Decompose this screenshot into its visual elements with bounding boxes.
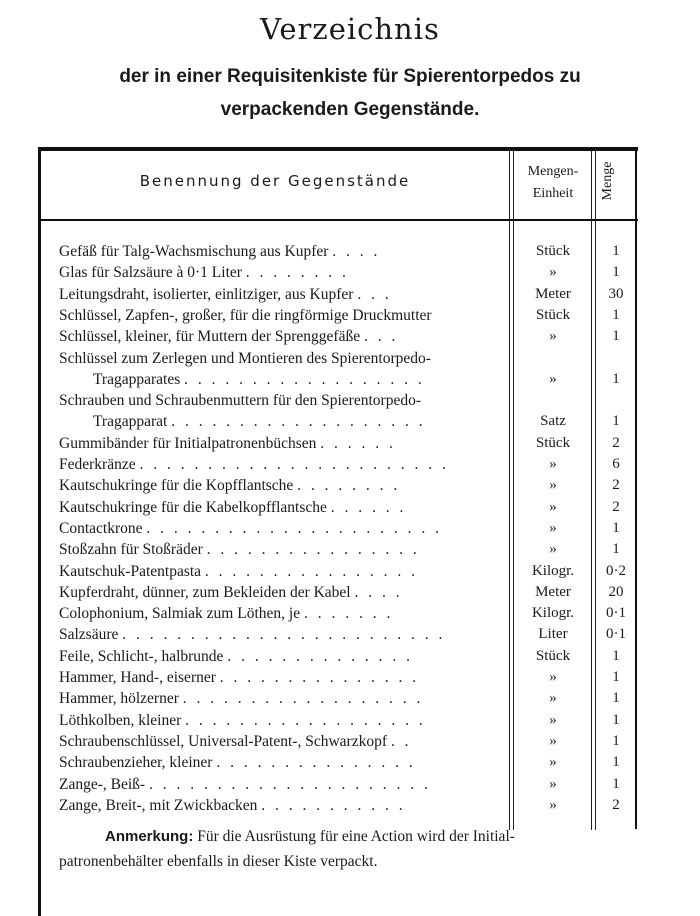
item-name-text: Feile, Schlicht-, halbrunde: [59, 647, 224, 665]
item-quantity: 2: [612, 796, 620, 813]
table-row: [0, 305, 700, 326]
item-name-text: Tragapparates: [93, 370, 181, 388]
item-unit: »: [549, 477, 557, 494]
table-row: [0, 497, 700, 518]
table-row: [0, 646, 700, 667]
item-unit: Stück: [535, 647, 571, 664]
leader-dots: . . . . . . . . . . . . . . .: [216, 754, 416, 772]
leader-dots: . . . . . . . . . . . . . . . . . . . . . . . .: [122, 626, 446, 644]
item-unit: »: [549, 328, 557, 345]
item-quantity: 1: [612, 754, 620, 771]
table-row: [0, 241, 700, 262]
annotation-label: Anmerkung:: [105, 828, 194, 845]
annotation-note: [59, 824, 629, 874]
item-quantity: 0·2: [606, 562, 626, 579]
leader-dots: . . . . . . . . . . .: [261, 796, 406, 814]
annotation-line-1: [59, 824, 629, 849]
table-row: [0, 539, 700, 560]
item-name: [59, 795, 503, 816]
item-unit: »: [549, 669, 557, 685]
item-name-text: Tragapparat: [93, 413, 168, 431]
item-name: [59, 390, 503, 411]
item-unit: Kilogr.: [531, 605, 575, 622]
item-quantity: 1: [612, 306, 620, 323]
table-row: [0, 284, 700, 305]
item-name-text: Gefäß für Talg-Wachsmischung aus Kupfer: [59, 243, 329, 260]
table-row: [0, 603, 700, 624]
item-quantity: 1: [612, 519, 620, 536]
item-quantity: 0·1: [606, 626, 626, 643]
item-unit: »: [549, 498, 557, 515]
leader-dots: . . . . . . . . . . . . . . . .: [206, 541, 420, 559]
table-row: [0, 624, 700, 645]
leader-dots: . . . . . . . . . . . . . . . . . . . . . .: [146, 519, 443, 537]
table-row: [0, 752, 700, 773]
item-name: [59, 667, 503, 688]
leader-dots: . . .: [363, 328, 399, 346]
column-header-unit-line-2: Einheit: [532, 186, 574, 201]
item-name: [59, 646, 503, 667]
item-unit: Stück: [535, 306, 571, 323]
item-name: [59, 603, 503, 624]
item-quantity: 1: [612, 243, 620, 259]
leader-dots: . . . . . . . . . . . . . . .: [219, 669, 420, 686]
item-name-text: Contactkrone: [59, 519, 143, 537]
table-row: [0, 667, 700, 688]
item-name-text: Schlüssel zum Zerlegen und Montieren des Spierentorpedo-: [59, 349, 431, 367]
item-quantity: 1: [612, 669, 620, 685]
item-quantity: 1: [612, 732, 620, 749]
page-title: Verzeichnis: [260, 12, 440, 46]
item-unit: Satz: [540, 413, 566, 430]
item-quantity: 1: [612, 328, 620, 345]
item-unit: Meter: [535, 285, 571, 302]
table-row: [0, 326, 700, 347]
item-name-text: Schraubenzieher, kleiner: [59, 754, 213, 772]
item-name: [59, 518, 503, 539]
item-name-text: Schraubenschlüssel, Universal-Patent-, Schwarzkopf: [59, 732, 387, 750]
item-unit: »: [549, 519, 557, 536]
table-header-rule: [38, 219, 638, 221]
item-name-text: Hammer, hölzerner: [59, 690, 179, 708]
annotation-line-2: patronenbehälter ebenfalls in dieser Kiste verpackt.: [59, 853, 378, 870]
item-name: [59, 475, 503, 496]
item-name: [59, 752, 503, 773]
item-unit: »: [549, 690, 557, 707]
item-name-text: Schlüssel, Zapfen-, großer, für die ringförmige Druckmutter: [59, 306, 432, 324]
table-top-rule: [38, 147, 638, 151]
item-unit: Meter: [535, 583, 571, 600]
item-quantity: 0·1: [606, 605, 626, 622]
leader-dots: . . . . . . . . . . . . . .: [227, 647, 413, 665]
item-name: [59, 582, 503, 603]
item-unit: »: [549, 732, 557, 749]
leader-dots: . . . . . .: [320, 434, 396, 452]
item-name-text: Leitungsdraht, isolierter, einlitziger, aus Kupfer: [59, 285, 354, 303]
item-name: [59, 305, 503, 326]
item-unit: Liter: [538, 626, 568, 643]
leader-dots: . . . .: [332, 243, 381, 260]
item-name: [59, 710, 503, 731]
item-name: [59, 688, 503, 709]
item-name: [59, 284, 503, 305]
leader-dots: . . . . . . . . . . . . . . . .: [204, 562, 419, 580]
leader-dots: . .: [390, 732, 412, 750]
table-row: [0, 518, 700, 539]
item-name-text: Colophonium, Salmiak zum Löthen, je: [59, 605, 301, 623]
item-unit: Kilogr.: [531, 562, 575, 579]
item-name: [59, 624, 503, 645]
item-name: [59, 241, 503, 262]
table-row: [0, 475, 700, 496]
table-row: [0, 731, 700, 752]
table-row: [0, 582, 700, 603]
subtitle-line-2: verpackenden Gegenstände.: [220, 99, 480, 120]
table-row: [0, 688, 700, 709]
item-quantity: 6: [612, 456, 620, 472]
item-name-text: Stoßzahn für Stoßräder: [59, 541, 203, 559]
item-quantity: 1: [612, 370, 620, 387]
item-unit: »: [549, 775, 557, 792]
item-name: [93, 411, 503, 432]
item-name-text: Kupferdraht, dünner, zum Bekleiden der Kabel: [59, 583, 351, 601]
item-name: [59, 326, 503, 347]
leader-dots: . . . . . . . . . . . . . . . . . .: [185, 711, 426, 729]
item-name-text: Schlüssel, kleiner, für Muttern der Sprenggefäße: [59, 328, 361, 346]
leader-dots: . . . . . . . . . . . . . . . . . . . . .: [148, 775, 431, 793]
item-quantity: 2: [612, 498, 620, 515]
item-name-text: Schrauben und Schraubenmuttern für den Spierentorpedo-: [59, 392, 421, 410]
table-row: [0, 348, 700, 369]
item-unit: »: [549, 264, 557, 281]
item-quantity: 1: [612, 413, 620, 430]
item-name: [59, 539, 503, 560]
item-unit: »: [549, 711, 557, 728]
column-header-unit: [513, 161, 593, 205]
table-row: [0, 262, 700, 283]
item-unit: »: [549, 796, 557, 813]
item-name: [59, 561, 503, 582]
leader-dots: . . . . . . . .: [245, 264, 349, 282]
item-name-text: Löthkolben, kleiner: [59, 711, 182, 729]
item-quantity: 2: [612, 477, 620, 494]
table-row: [0, 454, 700, 475]
item-name: [59, 774, 503, 795]
leader-dots: . . . .: [354, 583, 403, 601]
item-quantity: 30: [608, 285, 624, 302]
item-name: [59, 348, 503, 369]
leader-dots: . . . . . .: [330, 498, 407, 516]
item-quantity: 1: [612, 711, 620, 728]
item-name-text: Glas für Salzsäure à 0·1 Liter: [59, 264, 242, 282]
item-unit: Stück: [535, 434, 571, 451]
item-unit: »: [549, 456, 557, 472]
table-row: [0, 795, 700, 816]
leader-dots: . . . . . . . . . . . . . . . . . . . . . . .: [139, 456, 449, 473]
column-header-unit-line-1: Mengen-: [527, 164, 579, 179]
item-name: [59, 454, 503, 475]
item-name-text: Hammer, Hand-, eiserner: [59, 669, 216, 686]
table-row: [0, 774, 700, 795]
item-name-text: Kautschuk-Patentpasta: [59, 562, 202, 580]
item-quantity: 1: [612, 690, 620, 707]
item-name-text: Gummibänder für Initialpatronenbüchsen: [59, 434, 317, 452]
item-quantity: 1: [612, 264, 620, 281]
item-quantity: 20: [608, 583, 624, 600]
item-quantity: 1: [612, 775, 620, 792]
column-header-name: Benennung der Gegenstände: [139, 172, 411, 190]
leader-dots: . . . . . . . . . . . . . . . . . .: [184, 370, 425, 388]
annotation-text-1: Für die Ausrüstung für eine Action wird der Initial-: [197, 828, 515, 845]
item-quantity: 1: [612, 647, 620, 664]
item-name-text: Zange-, Beiß-: [59, 775, 146, 793]
item-quantity: 1: [612, 541, 620, 558]
leader-dots: . . . . . . . .: [297, 477, 401, 495]
leader-dots: . . . . . . .: [303, 605, 394, 623]
table-row: [0, 411, 700, 432]
item-name-text: Zange, Breit-, mit Zwickbacken: [59, 796, 258, 814]
item-unit: Stück: [535, 243, 571, 259]
leader-dots: . . . . . . . . . . . . . . . . . .: [182, 690, 424, 708]
item-name-text: Salzsäure: [59, 626, 119, 644]
item-name: [59, 262, 503, 283]
table-row: [0, 390, 700, 411]
item-name: [59, 731, 503, 752]
table-row: [0, 710, 700, 731]
item-name-text: Kautschukringe für die Kabelkopfflantsche: [59, 498, 327, 516]
item-name-text: Federkränze: [59, 456, 136, 473]
table-row: [0, 561, 700, 582]
item-quantity: 2: [612, 434, 620, 451]
table-row: [0, 369, 700, 390]
item-name: [59, 497, 503, 518]
leader-dots: . . .: [357, 285, 392, 303]
item-unit: »: [549, 754, 557, 771]
subtitle-line-1: der in einer Requisitenkiste für Spierentorpedos zu: [119, 66, 581, 87]
column-header-quantity: Menge: [600, 161, 615, 201]
item-unit: »: [549, 370, 557, 387]
item-name: [93, 369, 503, 390]
item-name: [59, 433, 503, 454]
item-name-text: Kautschukringe für die Kopfflantsche: [59, 477, 294, 495]
table-row: [0, 433, 700, 454]
item-unit: »: [549, 541, 557, 558]
leader-dots: . . . . . . . . . . . . . . . . . . .: [171, 413, 426, 431]
